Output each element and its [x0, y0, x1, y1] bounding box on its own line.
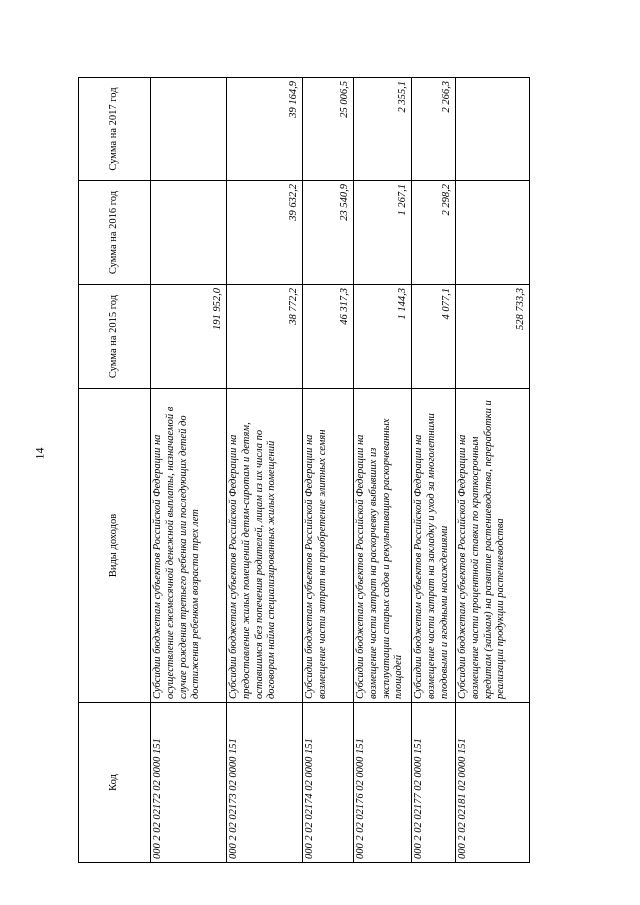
- row-sum-2015: 1 144,3: [354, 285, 412, 389]
- row-sum-2015: 191 952,0: [151, 285, 227, 389]
- row-sum-2016: 39 632,2: [227, 181, 303, 285]
- table-row: [227, 78, 303, 863]
- row-sum-2015: 46 317,3: [303, 285, 354, 389]
- table-header-row: [79, 78, 151, 863]
- row-description: Субсидии бюджетам субъектов Российской Федерации на предоставление жилых помещений детям-сиротам и детям, оставшимся без попечения родителей, лицам из их числа по договорам найма специализированных жилых помещений: [227, 389, 303, 703]
- row-description: Субсидии бюджетам субъектов Российской Федерации на возмещение части процентной ставки по краткосрочным кредитам (займам) на развитие растениеводства, переработки и реализации продукции растениеводства: [456, 389, 530, 703]
- column-header-sum-2015: Сумма на 2015 год: [79, 285, 151, 389]
- row-code: 000 2 02 02173 02 0000 151: [227, 703, 303, 863]
- row-code: 000 2 02 02177 02 0000 151: [412, 703, 456, 863]
- row-sum-2017: [151, 78, 227, 181]
- column-header-sum-2017: Сумма на 2017 год: [79, 78, 151, 181]
- table-row: [456, 78, 530, 863]
- revenue-table: [78, 77, 530, 863]
- row-description: Субсидии бюджетам субъектов Российской Федерации на возмещение части затрат на раскорчевку выбывших из эксплуатации старых садов и рекультивацию раскорчеванных площадей: [354, 389, 412, 703]
- row-description: Субсидии бюджетам субъектов Российской Федерации на возмещение части затрат на приобретение элитных семян: [303, 389, 354, 703]
- row-sum-2017: 2 266,3: [412, 78, 456, 181]
- row-description: Субсидии бюджетам субъектов Российской Федерации на осуществление ежемесячной денежной выплаты, назначаемой в случае рождения третьего ребенка или последующих детей до достижения ребенком возраста трех лет: [151, 389, 227, 703]
- row-sum-2015: 528 733,3: [456, 285, 530, 389]
- table-row: [303, 78, 354, 863]
- column-header-code: Код: [79, 703, 151, 863]
- row-sum-2017: 2 355,1: [354, 78, 412, 181]
- row-code: 000 2 02 02174 02 0000 151: [303, 703, 354, 863]
- table-row: [151, 78, 227, 863]
- row-code: 000 2 02 02172 02 0000 151: [151, 703, 227, 863]
- column-header-type: Виды доходов: [79, 389, 151, 703]
- row-code: 000 2 02 02181 02 0000 151: [456, 703, 530, 863]
- row-sum-2016: 23 540,9: [303, 181, 354, 285]
- row-sum-2017: [456, 78, 530, 181]
- row-sum-2016: 1 267,1: [354, 181, 412, 285]
- row-sum-2017: 39 164,9: [227, 78, 303, 181]
- row-sum-2015: 38 772,2: [227, 285, 303, 389]
- row-code: 000 2 02 02176 02 0000 151: [354, 703, 412, 863]
- row-sum-2015: 4 077,1: [412, 285, 456, 389]
- row-sum-2016: [456, 181, 530, 285]
- revenue-table-container: [78, 78, 527, 863]
- page-number: 14: [32, 447, 47, 460]
- table-row: [354, 78, 412, 863]
- table-row: [412, 78, 456, 863]
- row-sum-2016: [151, 181, 227, 285]
- row-sum-2016: 2 298,2: [412, 181, 456, 285]
- row-sum-2017: 25 006,5: [303, 78, 354, 181]
- column-header-sum-2016: Сумма на 2016 год: [79, 181, 151, 285]
- row-description: Субсидии бюджетам субъектов Российской Федерации на возмещение части затрат на закладку и уход за многолетними плодовыми и ягодными насаждениями: [412, 389, 456, 703]
